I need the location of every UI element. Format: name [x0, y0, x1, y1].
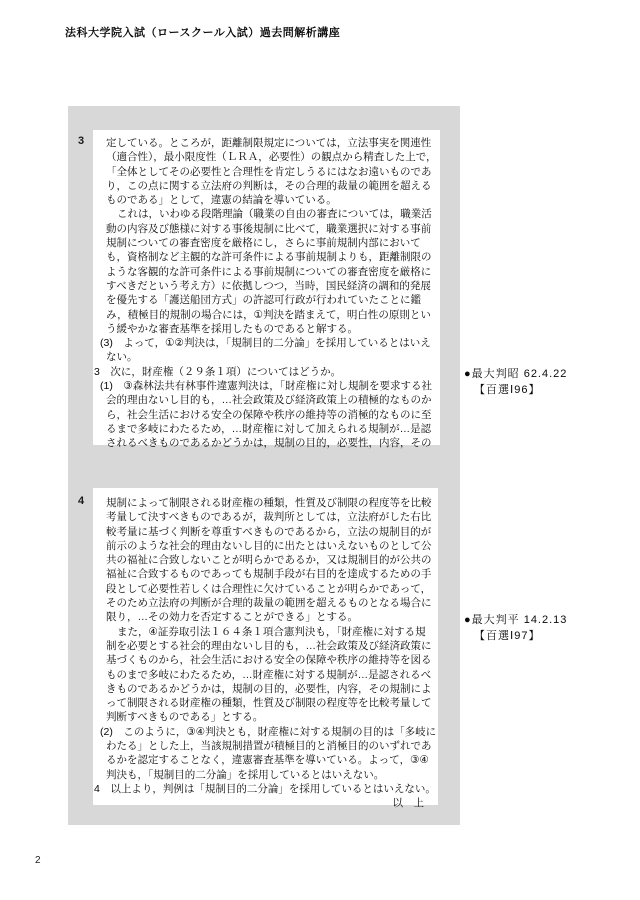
hyakusen-reference: 【百選Ⅰ97】 [474, 630, 541, 642]
text-line: ら，社会生活における安全の保障や秩序の維持等の消極的なものに至 [106, 408, 432, 421]
text-line: きものであるかどうかは，規制の目的，必要性，内容，その規制によ [106, 682, 432, 695]
text-line: 較考量に基づく判断を尊重すべきものであるから，立法の規制目的が [106, 525, 432, 538]
case-citation-note-2 [464, 612, 567, 644]
text-line: ような客観的な許可条件による事前規制についての審査密度を厳格に [106, 265, 432, 278]
text-line: も，資格制など主観的な許可条件による事前規制よりも，距離制限の [106, 251, 432, 264]
text-line: 制を必要とする社会的理由ないし目的も，…社会政策及び経済政策に [106, 639, 432, 652]
text-line: み，積極目的規制の場合には，①判決を踏まえて，明白性の原則とい [106, 308, 431, 321]
case-citation-line: ●最大判平 14.2.13 [464, 614, 568, 626]
case-citation-line: ●最大判昭 62.4.22 [464, 368, 568, 380]
hyakusen-reference: 【百選Ⅰ96】 [474, 384, 541, 396]
text-line: 4 以上より，判例は「規制目的二分論」を採用しているとはいえない。 [94, 782, 436, 795]
text-line: 定している。ところが，距離制限規定については，立法事実を関連性 [106, 137, 432, 149]
text-line: 考量して決すべきものであるが，裁判所としては，立法府がした右比 [106, 511, 432, 524]
text-line: (3) よって，①②判決は，「規制目的二分論」を採用しているとはいえ [100, 337, 431, 350]
text-line: これは，いわゆる段階理論（職業の自由の審査については，職業活 [117, 208, 432, 221]
text-line: されるべきものであるかどうかは，規制の目的，必要性，内容，その [106, 437, 432, 450]
text-line: (2) このように，③④判決とも，財産権に対する規制の目的は「多岐に [100, 725, 437, 738]
text-line: 共の福祉に合致しないことが明らかであるか，又は規制目的が公共の [106, 554, 432, 567]
text-line: 「全体としてその必要性と合理性を肯定しうるにはなお遠いものであ [106, 165, 432, 178]
case-citation-note-1 [464, 366, 567, 398]
text-line: 基づくものから，社会生活における安全の保障や秩序の維持等を図る [106, 654, 432, 667]
text-line: るかを認定することなく，違憲審査基準を導いている。よって，③④ [106, 754, 429, 767]
answer-text-box-3 [93, 130, 440, 450]
text-line: 以 上 [392, 797, 424, 810]
answer-block-number-3: 3 [78, 135, 85, 147]
text-line: って制限される財産権の種類，性質及び制限の程度等を比較考量して [106, 697, 432, 710]
course-title-header: 法科大学院入試（ロースクール入試）過去問解析講座 [65, 27, 341, 39]
answer-text-box-4 [93, 488, 438, 810]
answer-block-number-4: 4 [78, 495, 85, 507]
text-line: 判断すべきものである」とする。 [106, 711, 264, 724]
text-line: ものまで多岐にわたるため，…財産権に対する規制が…是認されるべ [106, 668, 432, 681]
text-line: （適合性），最小限度性（ＬＲＡ，必要性）の観点から精査した上で， [106, 151, 437, 164]
text-line: るまで多岐にわたるため，…財産権に対して加えられる規制が…是認 [106, 422, 432, 435]
text-line: ものである」として，違憲の結論を導いている。 [106, 194, 337, 207]
answer-sheet-panel [68, 106, 460, 825]
text-line: 判決も，「規制目的二分論」を採用しているとはいえない。 [106, 768, 385, 781]
text-line: そのため立法府の判断が合理的裁量の範囲を超えるものとなる場合に [106, 597, 432, 610]
text-line: 規制によって制限される財産権の種類，性質及び制限の程度等を比較 [106, 497, 432, 509]
text-line: う緩やかな審査基準を採用したものであると解する。 [106, 322, 358, 335]
text-line: 会的理由ないし目的も，…社会政策及び経済政策上の積極的なものか [106, 394, 432, 407]
text-line: また，④証券取引法１６４条１項合憲判決も，「財産権に対する規 [117, 625, 426, 638]
text-line: 福祉に合致するものであっても規制手段が右目的を達成するための手 [106, 568, 432, 581]
text-line: 3 次に，財産権（２９条１項）についてはどうか。 [94, 365, 342, 378]
text-line: (1) ③森林法共有林事件違憲判決は，「財産権に対し規制を要求する社 [100, 380, 432, 393]
text-line: 規制についての審査密度を厳格にし，さらに事前規制内部において [106, 237, 421, 250]
text-line: わたる」とした上，当該規制措置が積極目的と消極目的のいずれであ [106, 740, 432, 753]
text-line: 段として必要性若しくは合理性に欠けていることが明らかであって， [106, 582, 432, 595]
text-line: 動の内容及び態様に対する事後規制に比べて，職業選択に対する事前 [106, 222, 432, 235]
text-line: を優先する「護送船団方式」の許認可行政が行われていたことに鑑 [106, 294, 421, 307]
text-line: 限り，…その効力を否定することができる」とする。 [106, 611, 358, 624]
answer-text-lines-4 [93, 496, 438, 811]
text-line: すべきだという考え方）に依拠しつつ，当時，国民経済の調和的発展 [106, 279, 431, 292]
text-line: り，この点に関する立法府の判断は，その合理的裁量の範囲を超える [106, 179, 432, 192]
answer-text-lines-3 [93, 136, 440, 451]
text-line: ない。 [106, 351, 138, 364]
text-line: 前示のような社会的理由ないし目的に出たとはいえないものとして公 [106, 539, 432, 552]
page-number: 2 [35, 855, 41, 866]
